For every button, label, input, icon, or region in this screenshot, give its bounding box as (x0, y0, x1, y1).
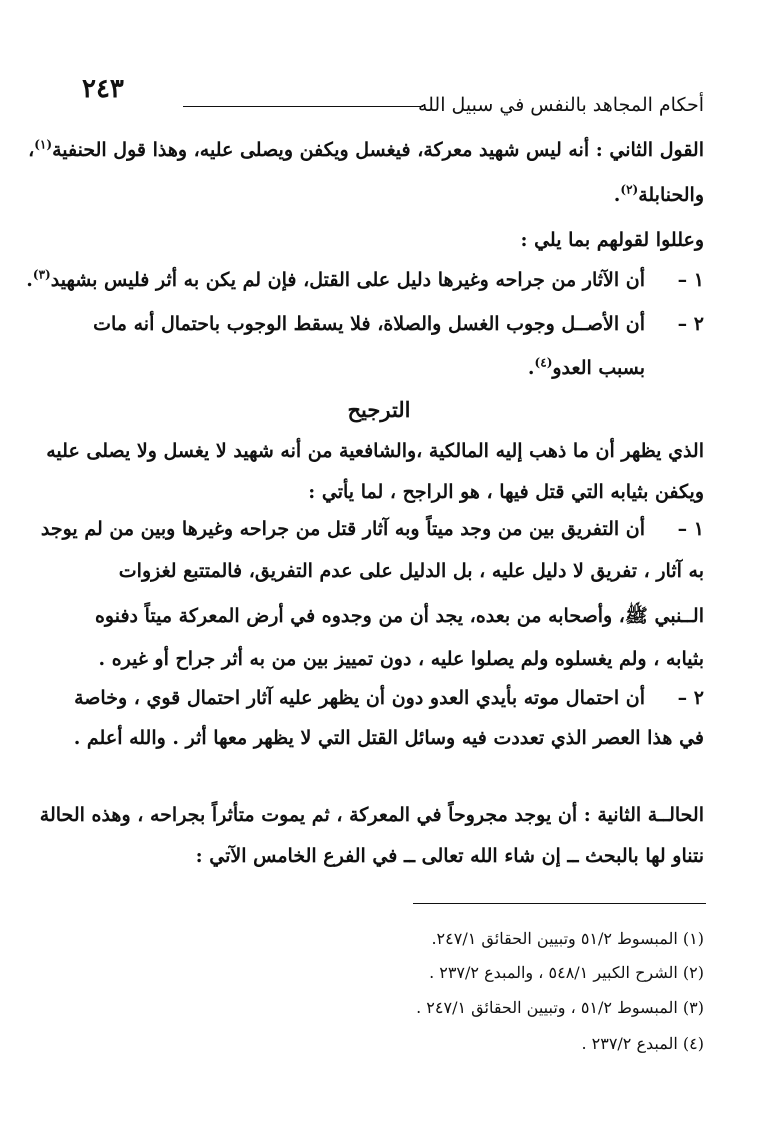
footnote-ref-3: (٣) (32, 267, 51, 282)
reason-2-tail: . (527, 357, 535, 379)
reason-2-line-2 (528, 354, 645, 382)
second-opinion-tail-1: ، (28, 139, 35, 161)
footnote-rule (413, 903, 706, 904)
reason-1-number: ١ – (677, 269, 704, 291)
reason-2-line-1: أن الأصــل وجوب الغسل والصلاة، فلا يسقط الوجوب باحتمال أنه مات (93, 313, 645, 335)
point-2-line-1: أن احتمال موته بأيدي العدو دون أن يظهر عليه آثار احتمال قوي ، وخاصة (74, 687, 645, 709)
point-1-line-4: بثيابه ، ولم يغسلوه ولم يصلوا عليه ، دون تمييز بين من به أثر جراح أو غيره . (98, 648, 704, 670)
tarjih-line-1: الذي يظهر أن ما ذهب إليه المالكية ،والشافعية من أنه شهيد لا يغسل ولا يصلى عليه (46, 440, 704, 462)
footnote-1: (١) المبسوط ٥١/٢ وتبيين الحقائق ٢٤٧/١. (431, 929, 704, 948)
reasons-intro: وعللوا لقولهم بما يلي : (520, 229, 704, 251)
point-2-number: ٢ – (677, 687, 704, 709)
second-opinion-line-2 (614, 181, 704, 209)
point-1-line-3: الــنبي ﷺ، وأصحابه من بعده، يجد أن من وجدوه في أرض المعركة ميتاً دفنوه (94, 605, 704, 627)
footnote-2: (٢) الشرح الكبير ٥٤٨/١ ، والمبدع ٢٣٧/٢ . (429, 963, 704, 982)
footnote-ref-2: (٢) (620, 182, 639, 197)
second-opinion-text-2: والحنابلة (638, 184, 704, 206)
header-rule (183, 106, 423, 107)
case-2-line-2: نتناو لها بالبحث ــ إن شاء الله تعالى ــ في الفرع الخامس الآتي : (195, 845, 704, 867)
running-header-title: أحكام المجاهد بالنفس في سبيل الله (417, 94, 704, 116)
case-2-line-1: الحالــة الثانية : أن يوجد مجروحاً في المعركة ، ثم يموت متأثراً بجراحه ، وهذه الحالة (39, 804, 704, 826)
footnote-ref-1: (١) (34, 137, 53, 152)
reason-2-text-2: بسبب العدو (552, 357, 645, 379)
reason-1-tail: . (26, 269, 33, 291)
second-opinion-tail-2: . (613, 184, 621, 206)
reason-2-number: ٢ – (677, 313, 704, 335)
point-2-line-2: في هذا العصر الذي تعددت فيه وسائل القتل التي لا يظهر معها أثر . والله أعلم . (73, 727, 704, 749)
point-1-number: ١ – (677, 518, 704, 540)
reason-1-text: أن الآثار من جراحه وغيرها دليل على القتل، فإن لم يكن به أثر فليس بشهيد (50, 269, 645, 291)
page-number: ٢٤٣ (82, 74, 124, 104)
point-1-line-1: أن التفريق بين من وجد ميتاً وبه آثار قتل من جراحه وغيرها وبين من لم يوجد (40, 518, 645, 540)
footnote-3: (٣) المبسوط ٥١/٢ ، وتبيين الحقائق ٢٤٧/١ . (416, 998, 704, 1017)
reason-1-line (26, 266, 645, 294)
point-1-line-2: به آثار ، تفريق لا دليل عليه ، بل الدليل على عدم التفريق، فالمتتبع لغزوات (118, 560, 704, 582)
tarjih-heading: الترجيح (347, 397, 411, 422)
footnote-4: (٤) المبدع ٢٣٧/٢ . (581, 1034, 704, 1053)
footnote-ref-4: (٤) (534, 355, 553, 370)
second-opinion-text-1: القول الثاني : أنه ليس شهيد معركة، فيغسل ويكفن ويصلى عليه، وهذا قول الحنفية (52, 139, 704, 161)
tarjih-line-2: ويكفن بثيابه التي قتل فيها ، هو الراجح ، لما يأتي : (308, 481, 704, 503)
second-opinion-line-1 (28, 136, 704, 164)
